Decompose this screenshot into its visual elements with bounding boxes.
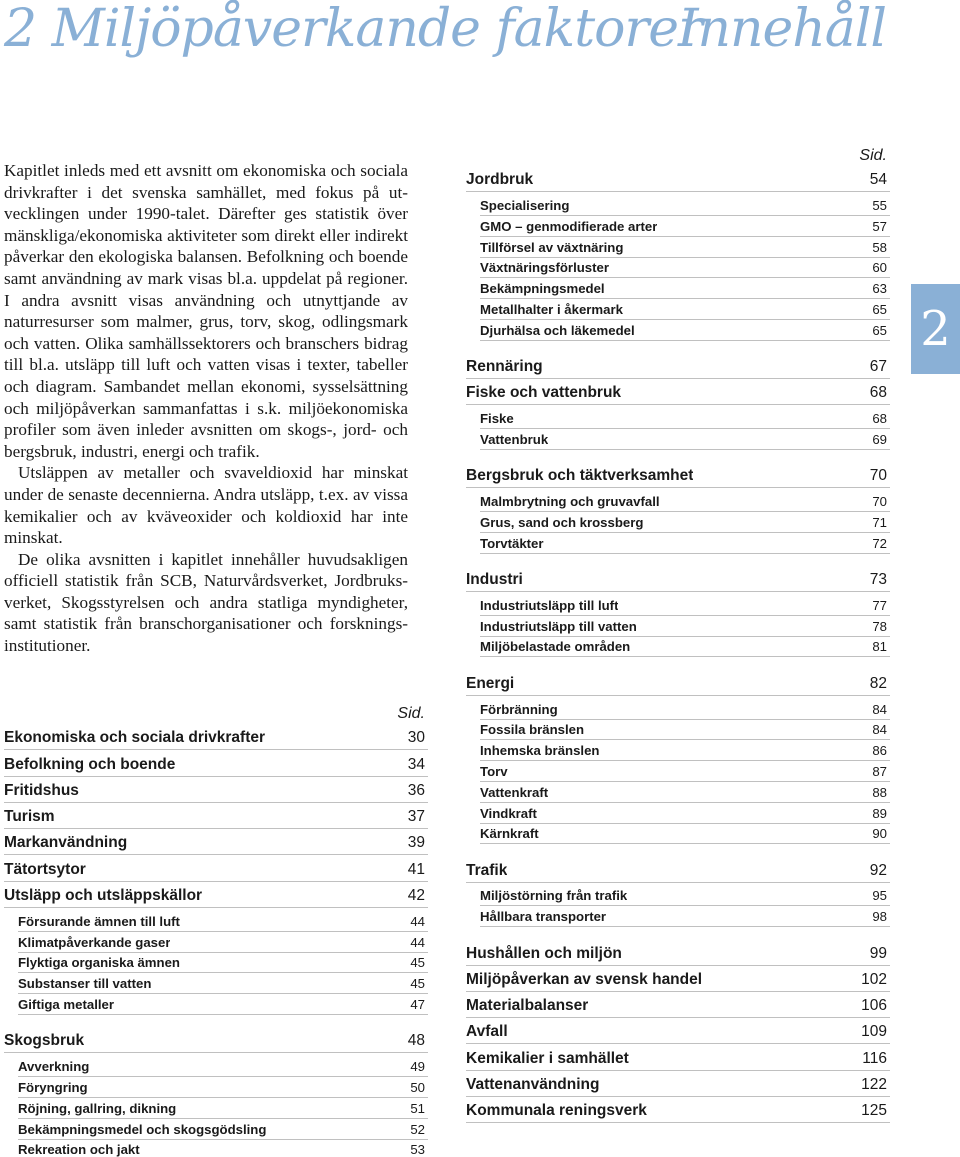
toc-subsection-title: Förbränning [480,701,558,717]
toc-page-number: 89 [872,805,887,821]
toc-right-column [466,146,890,1123]
toc-subsection-entry[interactable] [480,699,890,720]
toc-section-entry[interactable] [4,777,428,803]
toc-page-number: 53 [410,1142,425,1157]
toc-subsection-title: Vattenbruk [480,432,549,448]
toc-page-number: 106 [861,997,887,1015]
toc-subsection-title: Hållbara transporter [480,909,607,925]
intro-paragraph: Utsläppen av metaller och svaveldioxid har minskat under de senaste decennierna. Andra utsläpp, t.ex. av vissa kemikalier och av kväveoxider och koldioxid har inte minskat. [4,463,408,548]
toc-section-title: Hushållen och miljön [466,944,622,962]
toc-subsection-entry[interactable] [480,595,890,616]
toc-page-number: 81 [872,639,887,655]
toc-subsection-entry[interactable] [480,761,890,782]
toc-subsection-title: GMO – genmodifierade arter [480,218,658,234]
toc-page-number: 51 [410,1100,425,1116]
toc-subsection-title: Försurande ämnen till luft [18,913,180,929]
toc-subsection-entry[interactable] [18,1077,428,1098]
toc-section-entry[interactable] [466,939,890,965]
toc-subsection-entry[interactable] [480,782,890,803]
toc-section-entry[interactable] [466,379,890,405]
toc-subsection-entry[interactable] [18,1098,428,1119]
toc-page-number: 50 [410,1079,425,1095]
toc-subsection-title: Röjning, gallring, dikning [18,1100,177,1116]
toc-subsection-entry[interactable] [480,258,890,279]
toc-subsection-entry[interactable] [480,886,890,907]
toc-page-number: 98 [872,909,887,925]
toc-section-entry[interactable] [466,1018,890,1044]
toc-section-title: Ekonomiska och sociala drivkrafter [4,729,266,747]
toc-subsection-title: Djurhälsa och läkemedel [480,322,635,338]
toc-subsection-entry[interactable] [480,278,890,299]
toc-subsection-title: Bekämpningsmedel [480,281,605,297]
toc-section-entry[interactable] [4,750,428,776]
toc-section-title: Miljöpåverkan av svensk handel [466,970,703,988]
toc-subsection-title: Tillförsel av växtnäring [480,239,624,255]
toc-page-number: 45 [410,976,425,992]
toc-page-number: 84 [872,701,887,717]
toc-page-number: 92 [869,861,887,879]
toc-page-number: 125 [861,1102,887,1120]
toc-subsection-title: Specialisering [480,198,570,214]
toc-page-number: 44 [410,913,425,929]
toc-page-number: 58 [872,239,887,255]
toc-title: Innehåll [677,0,886,59]
intro-paragraph: Kapitlet inleds med ett avsnitt om ekonomiska och sociala drivkrafter i det svenska samhället, med fokus på utvecklingen under 1990-talet. Därefter ges statistik över mänskliga/ekonomiska aktiviteter som direkt eller indirekt påverkar den ekologiska balansen. Befolkning och boende samt användning av mark visas bl.a. uppdelat på regioner. I andra avsnitt visas användning och utnyttjande av naturresurser som malmer, grus, torv, skog, odlingsmark och vatten. Olika samhällssektorers och branschers bidrag till bl.a. utsläpp till luft och vatten visas i texter, tabeller och diagram. Sambandet mellan ekonomi, sysselsättning och miljöpåverkan sammanfattas i s.k. miljöekonomiska profiler som även inleder avsnitten om skogs-, jord- och bergsbruk, industri, energi och trafik. [4,161,408,461]
toc-section-title: Jordbruk [466,171,534,189]
toc-section-title: Markanvändning [4,834,128,852]
toc-subsection-entry[interactable] [18,1056,428,1077]
toc-page-number: 68 [869,384,887,402]
toc-subsection-entry[interactable] [480,740,890,761]
toc-subsection-entry[interactable] [18,932,428,953]
toc-section-entry[interactable] [466,669,890,695]
toc-subsection-title: Torv [480,763,508,779]
toc-subsection-entry[interactable] [18,973,428,994]
toc-subsection-title: Bekämpningsmedel och skogsgödsling [18,1121,267,1137]
toc-subsection-entry[interactable] [480,803,890,824]
toc-page-number: 48 [407,1032,425,1050]
toc-page-number: 55 [872,198,887,214]
toc-page-number: 95 [872,888,887,904]
toc-subsection-entry[interactable] [480,637,890,658]
toc-page-number: 71 [872,514,887,530]
toc-page-number: 99 [869,944,887,962]
toc-subsection-entry[interactable] [480,906,890,927]
chapter-tab: 2 [911,284,960,374]
toc-section-entry[interactable] [4,855,428,881]
toc-section-title: Energi [466,674,515,692]
toc-page-number: 54 [869,171,887,189]
toc-left-column [4,704,428,1157]
chapter-title: 2 Miljöpåverkande faktorer [4,0,702,59]
toc-page-number: 69 [872,432,887,448]
toc-page-number: 84 [872,722,887,738]
toc-subsection-title: Rekreation och jakt [18,1142,140,1157]
toc-page-number: 86 [872,743,887,759]
toc-page-number: 102 [861,970,887,988]
toc-subsection-entry[interactable] [480,533,890,554]
toc-subsection-title: Substanser till vatten [18,976,152,992]
toc-subsection-title: Flyktiga organiska ämnen [18,955,180,971]
toc-page-number: 67 [869,358,887,376]
toc-page-number: 72 [872,535,887,551]
toc-section-entry[interactable] [466,566,890,592]
toc-section-entry[interactable] [466,166,890,192]
toc-subsection-entry[interactable] [18,1140,428,1157]
toc-section-title: Kemikalier i samhället [466,1049,629,1067]
intro-text [4,160,408,657]
toc-section-entry[interactable] [4,882,428,908]
toc-subsection-title: Inhemska bränslen [480,743,600,759]
toc-subsection-entry[interactable] [18,953,428,974]
toc-page-number: 122 [861,1075,887,1093]
toc-section-entry[interactable] [4,724,428,750]
toc-subsection-title: Klimatpåverkande gaser [18,934,171,950]
toc-section-entry[interactable] [4,1027,428,1053]
page-column-header: Sid. [397,705,425,722]
toc-section-title: Tätortsytor [4,860,86,878]
toc-section-title: Materialbalanser [466,997,589,1015]
toc-page-number: 87 [872,763,887,779]
toc-subsection-title: Kärnkraft [480,826,539,842]
toc-subsection-title: Grus, sand och krossberg [480,514,644,530]
toc-page-number: 45 [410,955,425,971]
toc-page-number: 47 [410,997,425,1013]
toc-page-number: 49 [410,1059,425,1075]
toc-subsection-entry[interactable] [18,994,428,1015]
toc-subsection-entry[interactable] [480,408,890,429]
toc-section-entry[interactable] [466,1044,890,1070]
toc-page-number: 68 [872,411,887,427]
toc-subsection-entry[interactable] [480,512,890,533]
toc-section-title: Kommunala reningsverk [466,1102,647,1120]
toc-subsection-title: Metallhalter i åkermark [480,302,623,318]
toc-page-number: 34 [407,755,425,773]
toc-page-number: 116 [862,1049,887,1067]
toc-page-number: 39 [407,834,425,852]
toc-section-entry[interactable] [4,829,428,855]
toc-subsection-title: Växtnäringsförluster [480,260,609,276]
toc-section-entry[interactable] [466,966,890,992]
toc-subsection-title: Torvtäkter [480,535,544,551]
toc-section-entry[interactable] [4,803,428,829]
toc-page-number: 44 [410,934,425,950]
toc-page-number: 78 [872,618,887,634]
toc-subsection-entry[interactable] [480,429,890,450]
toc-subsection-title: Industriutsläpp till vatten [480,618,637,634]
toc-subsection-entry[interactable] [18,1119,428,1140]
toc-page-number: 90 [872,826,887,842]
toc-page-number: 70 [872,494,887,510]
toc-subsection-title: Miljöbelastade områden [480,639,631,655]
toc-page-number: 42 [407,887,425,905]
toc-subsection-entry[interactable] [480,491,890,512]
toc-section-title: Turism [4,808,55,826]
toc-subsection-title: Föryngring [18,1079,88,1095]
toc-page-number: 70 [869,467,887,485]
toc-page-number: 109 [861,1023,887,1041]
toc-subsection-title: Vattenkraft [480,784,549,800]
toc-section-title: Vattenanvändning [466,1075,600,1093]
toc-section-entry[interactable] [466,1071,890,1097]
toc-subsection-title: Giftiga metaller [18,997,115,1013]
page-column-header: Sid. [859,147,887,164]
toc-section-title: Fritidshus [4,781,79,799]
toc-section-title: Utsläpp och utsläppskällor [4,887,203,905]
toc-page-number: 37 [407,808,425,826]
toc-section-entry[interactable] [466,353,890,379]
intro-paragraph: De olika avsnitten i kapitlet innehåller huvudsakligen officiell statistik från SCB, Naturvårdsverket, Jordbruksverket, Skogsstyrelsen och andra statliga myndigheter, samt statistik från branschorganisationer och forskningsinstitutioner. [4,549,408,656]
toc-subsection-entry[interactable] [18,911,428,932]
toc-page-number: 77 [872,597,887,613]
toc-section-title: Industri [466,571,523,589]
toc-section-entry[interactable] [466,1097,890,1123]
toc-subsection-entry[interactable] [480,720,890,741]
toc-subsection-title: Avverkning [18,1059,90,1075]
toc-subsection-title: Vindkraft [480,805,537,821]
toc-subsection-title: Fossila bränslen [480,722,585,738]
toc-section-title: Befolkning och boende [4,755,176,773]
toc-section-title: Rennäring [466,358,543,376]
toc-page-number: 36 [407,781,425,799]
toc-section-entry[interactable] [466,992,890,1018]
toc-section-entry[interactable] [466,856,890,882]
toc-subsection-title: Industriutsläpp till luft [480,597,619,613]
toc-section-title: Avfall [466,1023,508,1041]
toc-subsection-entry[interactable] [480,195,890,216]
toc-subsection-title: Fiske [480,411,514,427]
toc-page-number: 63 [872,281,887,297]
toc-section-title: Fiske och vattenbruk [466,384,622,402]
toc-page-number: 41 [407,860,425,878]
toc-page-number: 30 [407,729,425,747]
toc-subsection-title: Malmbrytning och gruvavfall [480,494,660,510]
toc-page-number: 82 [869,674,887,692]
toc-section-title: Trafik [466,861,508,879]
toc-page-number: 60 [872,260,887,276]
toc-section-title: Bergsbruk och täktverksamhet [466,467,694,485]
toc-page-number: 65 [872,322,887,338]
toc-page-number: 57 [872,218,887,234]
toc-subsection-entry[interactable] [480,216,890,237]
toc-subsection-entry[interactable] [480,299,890,320]
toc-subsection-entry[interactable] [480,237,890,258]
toc-page-number: 52 [410,1121,425,1137]
toc-section-title: Skogsbruk [4,1032,85,1050]
toc-page-number: 65 [872,302,887,318]
toc-subsection-entry[interactable] [480,824,890,845]
toc-subsection-entry[interactable] [480,320,890,341]
toc-subsection-title: Miljöstörning från trafik [480,888,628,904]
toc-page-number: 73 [869,571,887,589]
toc-subsection-entry[interactable] [480,616,890,637]
toc-page-number: 88 [872,784,887,800]
toc-section-entry[interactable] [466,462,890,488]
